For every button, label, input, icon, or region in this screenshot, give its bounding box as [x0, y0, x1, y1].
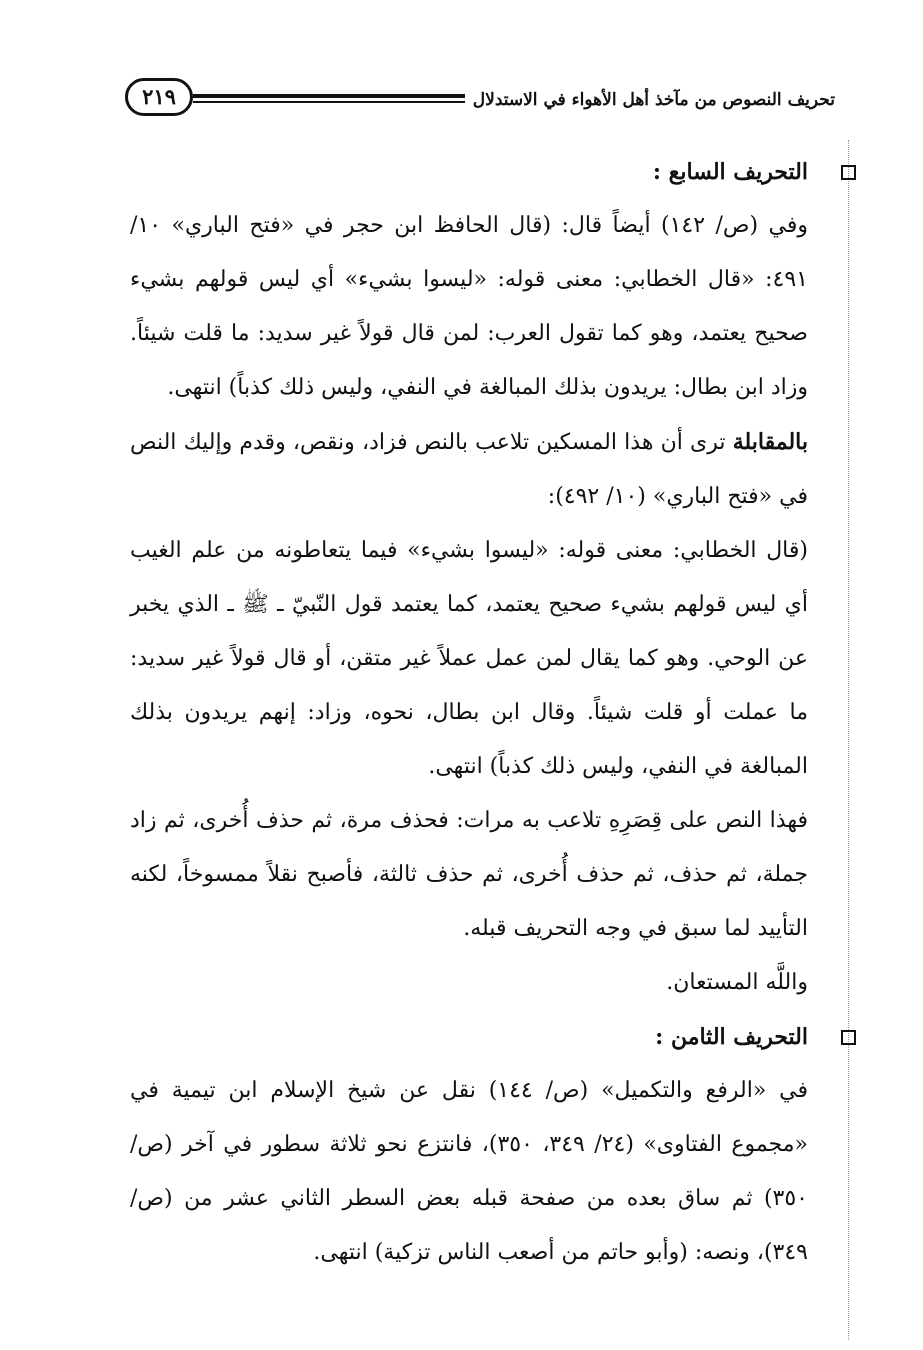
section-heading-seventh: [130, 145, 808, 199]
paragraph: [130, 415, 808, 524]
running-title: تحريف النصوص من مآخذ أهل الأهواء في الاستدلال: [472, 90, 835, 110]
page-body: [130, 145, 808, 1280]
heading-text: التحريف الثامن :: [655, 1024, 808, 1050]
page-number: ٢١٩: [125, 78, 193, 116]
checkbox-icon: [841, 165, 856, 180]
header-double-rule: [193, 94, 465, 106]
section-heading-eighth: [130, 1010, 808, 1064]
checkbox-icon: [841, 1030, 856, 1045]
margin-dotted-rule: [848, 140, 849, 1340]
paragraph: في «الرفع والتكميل» (ص/ ١٤٤) نقل عن شيخ الإسلام ابن تيمية في «مجموع الفتاوى» (٢٤/ ٣٤٩، ٣٥٠)، فانتزع نحو ثلاثة سطور في آخر (ص/ ٣٥٠) ثم ساق بعده من صفحة قبله بعض السطر الثاني عشر من (ص/ ٣٤٩)، ونصه: (وأبو حاتم من أصعب الناس تزكية) انتهى.: [130, 1078, 809, 1265]
paragraph: (قال الخطابي: معنى قوله: «ليسوا بشيء» فيما يتعاطونه من علم الغيب أي ليس قولهم بشيء صحيح يعتمد، كما يعتمد قول النّبيّ ـ ﷺ ـ الذي يخبر عن الوحي. وهو كما يقال لمن عمل عملاً غير متقن، أو قال قولاً غير سديد: ما عملت أو قلت شيئاً. وقال ابن بطال، نحوه، وزاد: إنهم يريدون بذلك المبالغة في النفي، وليس ذلك كذباً) انتهى.: [130, 538, 808, 779]
heading-text: التحريف السابع :: [652, 159, 808, 185]
lead-word: بالمقابلة: [732, 429, 808, 455]
page-header: [125, 60, 835, 120]
paragraph: وفي (ص/ ١٤٢) أيضاً قال: (قال الحافظ ابن حجر في «فتح الباري» ١٠/ ٤٩١: «قال الخطابي: معنى قوله: «ليسوا بشيء» أي ليس قولهم بشيء صحيح يعتمد، وهو كما تقول العرب: لمن قال قولاً غير سديد: ما قلت شيئاً. وزاد ابن بطال: يريدون بذلك المبالغة في النفي، وليس ذلك كذباً) انتهى.: [130, 213, 809, 400]
paragraph: فهذا النص على قِصَرِهِ تلاعب به مرات: فحذف مرة، ثم حذف أُخرى، ثم زاد جملة، ثم حذف، ثم حذف أُخرى، ثم حذف ثالثة، فأصبح نقلاً ممسوخاً، لكنه التأييد لما سبق في وجه التحريف قبله.: [130, 808, 808, 941]
paragraph-text: ترى أن هذا المسكين تلاعب بالنص فزاد، ونقص، وقدم وإليك النص في «فتح الباري» (١٠/ ٤٩٢):: [130, 430, 808, 509]
paragraph: واللَّه المستعان.: [666, 970, 808, 995]
